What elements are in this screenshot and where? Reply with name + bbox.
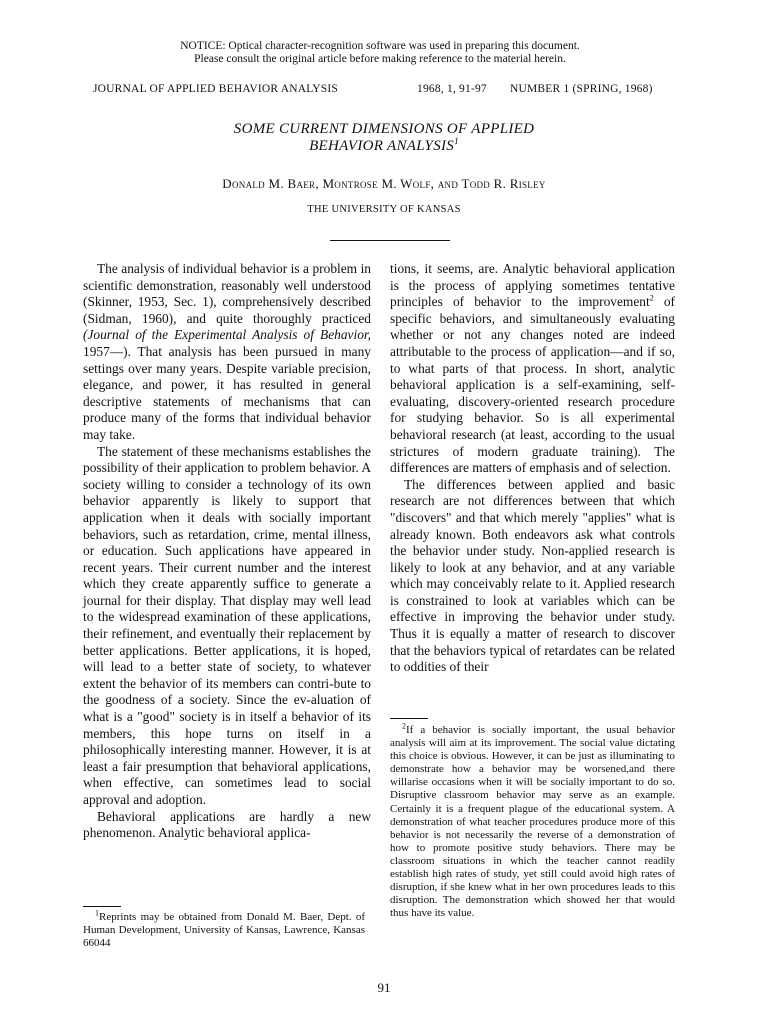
ocr-notice — [100, 40, 660, 66]
paragraph: The statement of these mechanisms establishes the possibility of their application to problem behavior. A society willing to consider a technology of its own behavior apparently is likely to support that application when it deals with socially important behaviors, such as retardation, crime, mental illness, or education. Such applications have appeared in recent years. Their current number and the interest which they create apparently suffice to generate a journal for their display. That display may well lead to the widespread examination of these applications, their refinement, and eventually their replacement by better applications. Better applications, it is hoped, will lead to a better state of society, to whatever extent the behavior of its members can contri-bute to the goodness of a society. Since the ev-aluation of what is a "good" society is in itself a behavior of its members, this hope turns on itself in a philosophically interesting manner. However, it is at least a fair presumption that behavioral applications, when effective, can sometimes lead to social approval and adoption. — [83, 443, 371, 807]
journal-citation: 1968, 1, 91-97 — [417, 83, 487, 95]
title-line-2: BEHAVIOR ANALYSIS$^1$ — [309, 136, 459, 154]
footnote-1: $^1$Reprints may be obtained from Donald M. Baer, Dept. of Human Development, University of Kansas, Lawrence, Kansas 66044 — [83, 908, 365, 950]
title-footnote-mark: 1 — [454, 136, 459, 146]
journal-name: JOURNAL OF APPLIED BEHAVIOR ANALYSIS — [93, 83, 339, 95]
page-number: 91 — [377, 980, 391, 995]
left-column — [83, 261, 371, 842]
paragraph: Behavioral applications are hardly a new phenomenon. Analytic behavioral applica- — [83, 808, 371, 841]
article-authors: Donald M. Baer, Montrose M. Wolf, and Todd R. Risley — [222, 176, 546, 191]
author-affiliation: THE UNIVERSITY OF KANSAS — [307, 204, 461, 215]
notice-line-1: NOTICE: Optical character-recognition software was used in preparing this document. — [180, 40, 580, 52]
paragraph: The differences between applied and basic research are not differences between that which "discovers" and that which merely "applies" what is already known. Both endeavors ask what controls the behavior under study. Non-applied research is likely to look at any behavior, and at any variable which may conceivably relate to it. Applied research is constrained to look at variables which can be effective in improving the behavior under study. Thus it is equally a matter of research to discover that the behaviors typical of retardates can be related to oddities of their — [390, 476, 675, 675]
paragraph: tions, it seems, are. Analytic behavioral application is the process of applying sometimes tentative principles of behavior to the improvement$^2$ of specific behaviors, and simultaneously evaluating whether or not any changes noted are indeed attributable to the process of application—and if so, to what parts of that process. In short, analytic behavioral application is a self-examining, self-evaluating, discovery-oriented research procedure for studying behavior. So is all experimental behavioral research (at least, according to the usual strictures of modern graduate training). The differences are matters of emphasis and of selection. — [390, 261, 675, 476]
title-divider — [330, 240, 450, 241]
footnote-mark: 1 — [95, 908, 99, 918]
journal-issue: NUMBER 1 (SPRING, 1968) — [510, 83, 653, 95]
notice-line-2: Please consult the original article before making reference to the material herein. — [194, 53, 566, 65]
footnote-divider — [390, 718, 428, 719]
title-line-1: SOME CURRENT DIMENSIONS OF APPLIED — [233, 121, 535, 137]
footnote-reference: 2 — [649, 293, 654, 303]
footnote-mark: 2 — [402, 721, 406, 731]
article-title — [150, 121, 618, 155]
paragraph: The analysis of individual behavior is a problem in scientific demonstration, reasonably well understood (Skinner, 1953, Sec. 1), comprehensively described (Sidman, 1960), and quite thoroughly practiced (Journal of the Experimental Analysis of Behavior, 1957—). That analysis has been pursued in many settings over many years. Despite variable precision, elegance, and power, it has resulted in general descriptive statements of mechanisms that can produce many of the forms that individual behavior may take. — [83, 261, 371, 442]
right-column — [390, 261, 675, 676]
footnote-divider — [83, 906, 121, 907]
footnote-2: $^2$If a behavior is socially important, the usual behavior analysis will aim at its improvement. The social value dictating this choice is obvious. However, it can be just as illuminating to demonstrate how a behavior may be worsened,and there willarise occasions when it will be socially important to do so. Disruptive classroom behavior may serve as an example. Certainly it is a frequent plague of the educational system. A demonstration of what teacher procedures produce more of this behavior is not necessarily the reverse of a demonstration of how to promote positive study behaviors. There may be classroom situations in which the teacher cannot readily establish high rates of study, yet still could avoid high rates of disruption, if she knew what in her own procedures leads to this disruption. The demonstration which showed her that would thus have its value. — [390, 721, 675, 920]
journal-reference: (Journal of the Experimental Analysis of Behavior, — [83, 327, 371, 343]
